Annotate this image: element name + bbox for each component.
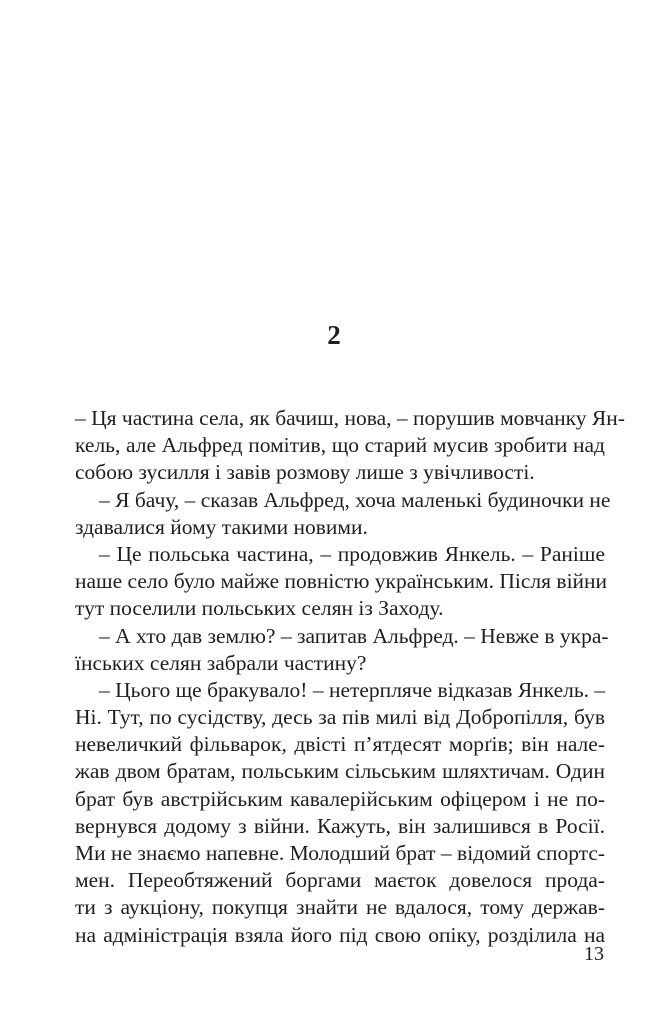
- page-number: 13: [584, 943, 604, 965]
- text-line: наше село було майже повністю українським. Після війни: [75, 569, 608, 594]
- paragraph: [75, 677, 605, 949]
- text-line: мен. Переобтяжений боргами маєток довелося прода-: [75, 868, 605, 893]
- text-line: їнських селян забрали частину?: [75, 650, 367, 675]
- text-line: ти з аукціону, покупця знайти не вдалося, тому держав-: [75, 895, 605, 920]
- text-line: здавалися йому такими новими.: [75, 514, 368, 539]
- paragraph: [75, 405, 625, 487]
- text-line: жав двом братам, польським сільським шляхтичам. Один: [75, 759, 605, 784]
- text-line: – Ця частина села, як бачиш, нова, – порушив мовчанку Ян-: [75, 406, 625, 430]
- text-line: брат був австрійським кавалерійським офіцером і не по-: [75, 786, 605, 811]
- text-line: – Цього ще бракувало! – нетерпляче відказав Янкель. –: [99, 677, 606, 702]
- chapter-number: 2: [327, 320, 341, 350]
- text-line: – А хто дав землю? – запитав Альфред. – Невже в укра-: [99, 623, 609, 648]
- text-line: собою зусилля і завів розмову лише з увічливості.: [75, 460, 535, 485]
- text-line: – Це польська частина, – продовжив Янкель. – Раніше: [99, 541, 605, 566]
- paragraph: [75, 541, 608, 623]
- text-line: кель, але Альфред помітив, що старий мусив зробити над: [75, 433, 605, 458]
- text-line: на адміністрація взяла його під свою опіку, розділила на: [75, 922, 605, 947]
- paragraph: [75, 623, 609, 677]
- text-line: тут поселили польських селян із Заходу.: [75, 596, 444, 621]
- body-text: [75, 405, 625, 949]
- text-line: Ми не знаємо напевне. Молодший брат – відомий спортс-: [75, 841, 606, 865]
- text-line: Ні. Тут, по сусідству, десь за пів милі від Добропілля, був: [75, 705, 605, 730]
- paragraph: [75, 487, 611, 541]
- text-line: невеличкий фільварок, двісті п’ятдесят морґів; він нале-: [75, 732, 605, 757]
- text-line: – Я бачу, – сказав Альфред, хоча маленькі будиночки не: [99, 487, 611, 512]
- text-line: вернувся додому з війни. Кажуть, він залишився в Росії.: [75, 813, 605, 838]
